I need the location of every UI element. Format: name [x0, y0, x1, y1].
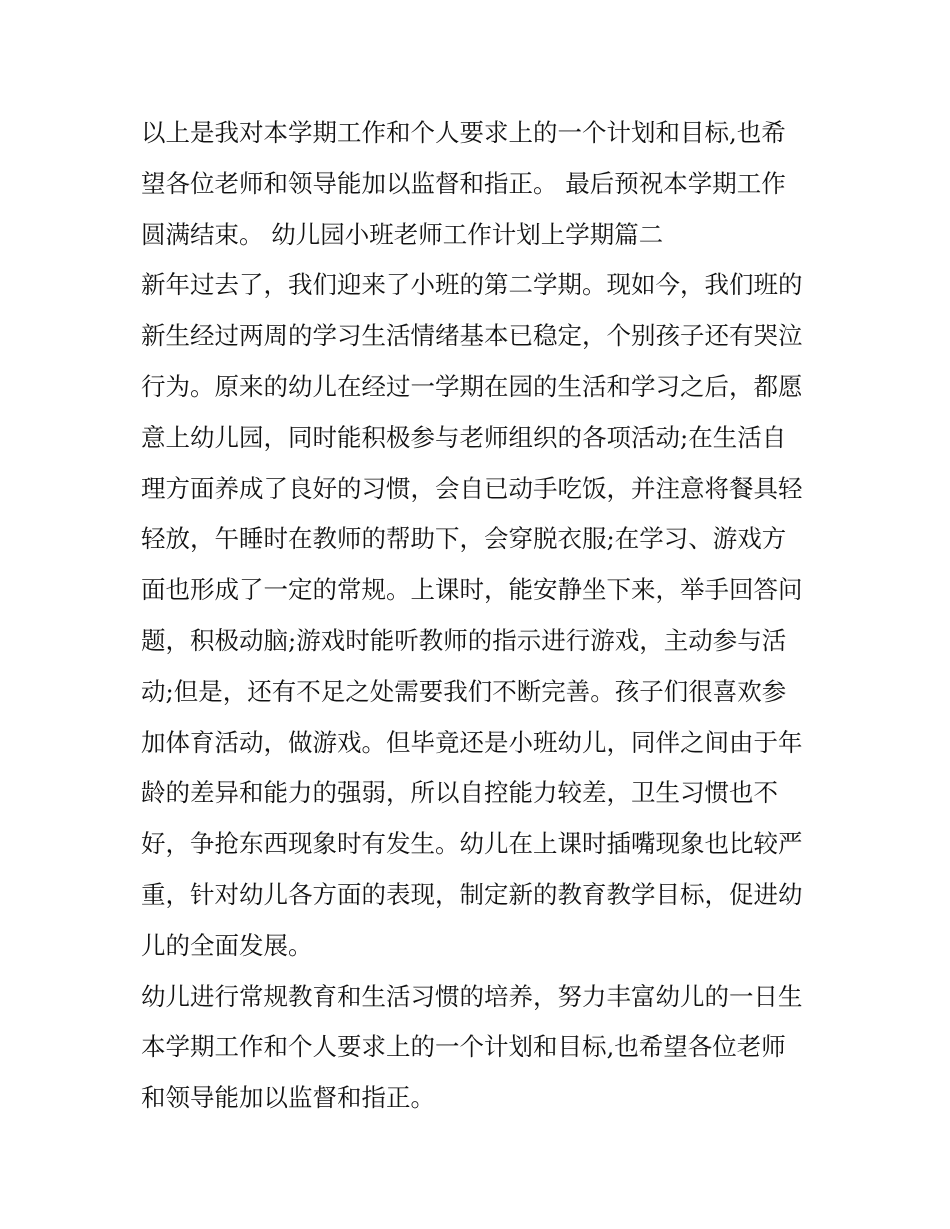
text-line: 儿的全面发展。 — [141, 930, 313, 960]
text-line: 龄的差异和能力的强弱，所以自控能力较差，卫生习惯也不 — [141, 778, 778, 808]
text-line: 以上是我对本学期工作和个人要求上的一个计划和目标,也希 — [141, 118, 786, 147]
text-line: 新生经过两周的学习生活情绪基本已稳定，个别孩子还有哭泣 — [141, 321, 803, 351]
text-line: 轻放，午睡时在教师的帮助下，会穿脱衣服;在学习、游戏方 — [141, 524, 787, 554]
text-line: 面也形成了一定的常规。上课时，能安静坐下来，举手回答问 — [141, 575, 803, 605]
text-line: 幼儿进行常规教育和生活习惯的培养，努力丰富幼儿的一日生 — [141, 981, 803, 1011]
text-line: 意上幼儿园，同时能积极参与老师组织的各项活动;在生活自 — [141, 422, 787, 452]
text-line: 加体育活动，做游戏。但毕竟还是小班幼儿，同伴之间由于年 — [141, 727, 803, 757]
text-line: 行为。原来的幼儿在经过一学期在园的生活和学习之后，都愿 — [141, 371, 803, 401]
text-line: 新年过去了，我们迎来了小班的第二学期。现如今，我们班的 — [141, 270, 803, 300]
text-line: 理方面养成了良好的习惯，会自已动手吃饭，并注意将餐具轻 — [141, 473, 803, 503]
text-line: 题，积极动脑;游戏时能听教师的指示进行游戏，主动参与活 — [141, 625, 787, 655]
document-body — [141, 108, 821, 1124]
text-line: 圆满结束。 幼儿园小班老师工作计划上学期篇二 — [141, 219, 664, 249]
text-line: 本学期工作和个人要求上的一个计划和目标,也希望各位老师 — [141, 1032, 786, 1062]
text-line: 好，争抢东西现象时有发生。幼儿在上课时插嘴现象也比较严 — [141, 829, 803, 859]
text-line: 和领导能加以监督和指正。 — [141, 1083, 435, 1113]
text-line: 望各位老师和领导能加以监督和指正。 最后预祝本学期工作 — [141, 168, 786, 198]
text-line: 重，针对幼儿各方面的表现，制定新的教育教学目标，促进幼 — [141, 879, 803, 909]
text-line: 动;但是，还有不足之处需要我们不断完善。孩子们很喜欢参 — [141, 676, 787, 706]
